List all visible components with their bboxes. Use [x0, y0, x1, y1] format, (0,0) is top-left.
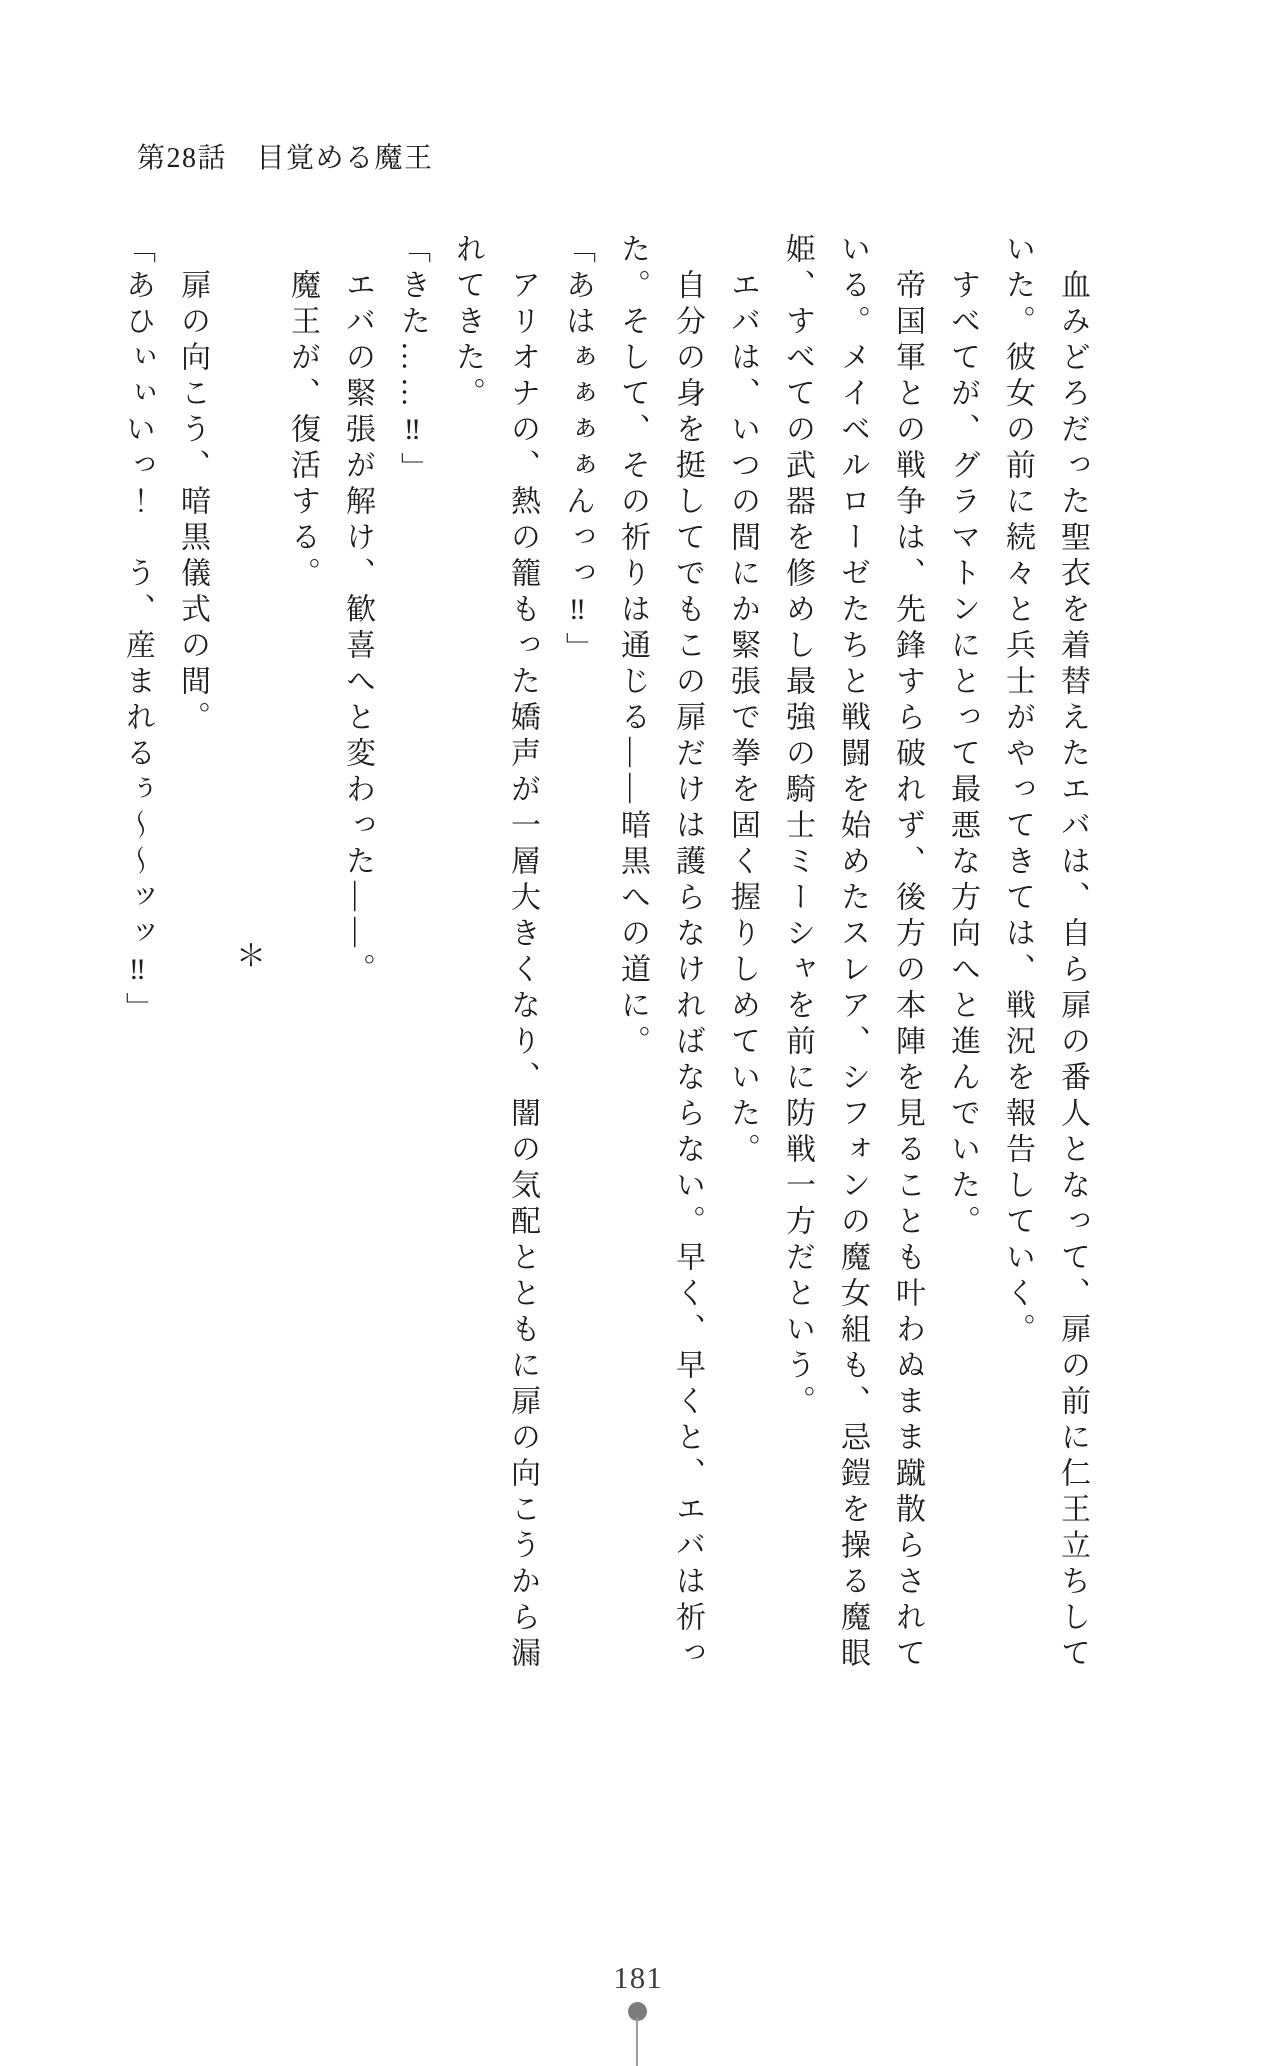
paragraph: 「あはぁぁぁぁんっっ‼」 — [561, 233, 594, 668]
paragraph: 「あひぃぃいっ！ う、産まれるぅ～～ッッ‼」 — [121, 233, 154, 1028]
paragraph: エバは、いつの間にか緊張で拳を固く握りしめていた。 — [726, 233, 759, 1169]
paragraph: 自分の身を挺してでもこの扉だけは護らなければならない。早く、早くと、エバは祈った。そして、その祈りは通じる――暗黒への道に。 — [616, 233, 704, 1673]
paragraph: 魔王が、復活する。 — [286, 233, 319, 593]
paragraph: アリオナの、熱の籠もった嬌声が一層大きくなり、闇の気配とともに扉の向こうから漏れてきた。 — [451, 233, 539, 1673]
paragraph: ＊ — [231, 940, 264, 976]
paragraph: すべてが、グラマトンにとって最悪な方向へと進んでいた。 — [946, 233, 979, 1241]
paragraph: 「きた……‼」 — [396, 233, 429, 488]
chapter-header: 第28話 目覚める魔王 — [137, 143, 434, 174]
paragraph: エバの緊張が解け、歓喜へと変わった――。 — [341, 233, 374, 989]
paragraph: 帝国軍との戦争は、先鋒すら破れず、後方の本陣を見ることも叶わぬまま蹴散らされている。メイベルローゼたちと戦闘を始めたスレア、シフォンの魔女組も、忌鎧を操る魔眼姫、すべての武器を修めし最強の騎士ミーシャを前に防戦一方だという。 — [781, 233, 924, 1673]
paragraph: 血みどろだった聖衣を着替えたエバは、自ら扉の番人となって、扉の前に仁王立ちしていた。彼女の前に続々と兵士がやってきては、戦況を報告していく。 — [1001, 233, 1089, 1673]
body-text — [110, 233, 1100, 1683]
page-number: 181 — [613, 1960, 663, 1995]
bottom-marker-line — [636, 2018, 638, 2066]
paragraph: 扉の向こう、暗黒儀式の間。 — [176, 233, 209, 737]
